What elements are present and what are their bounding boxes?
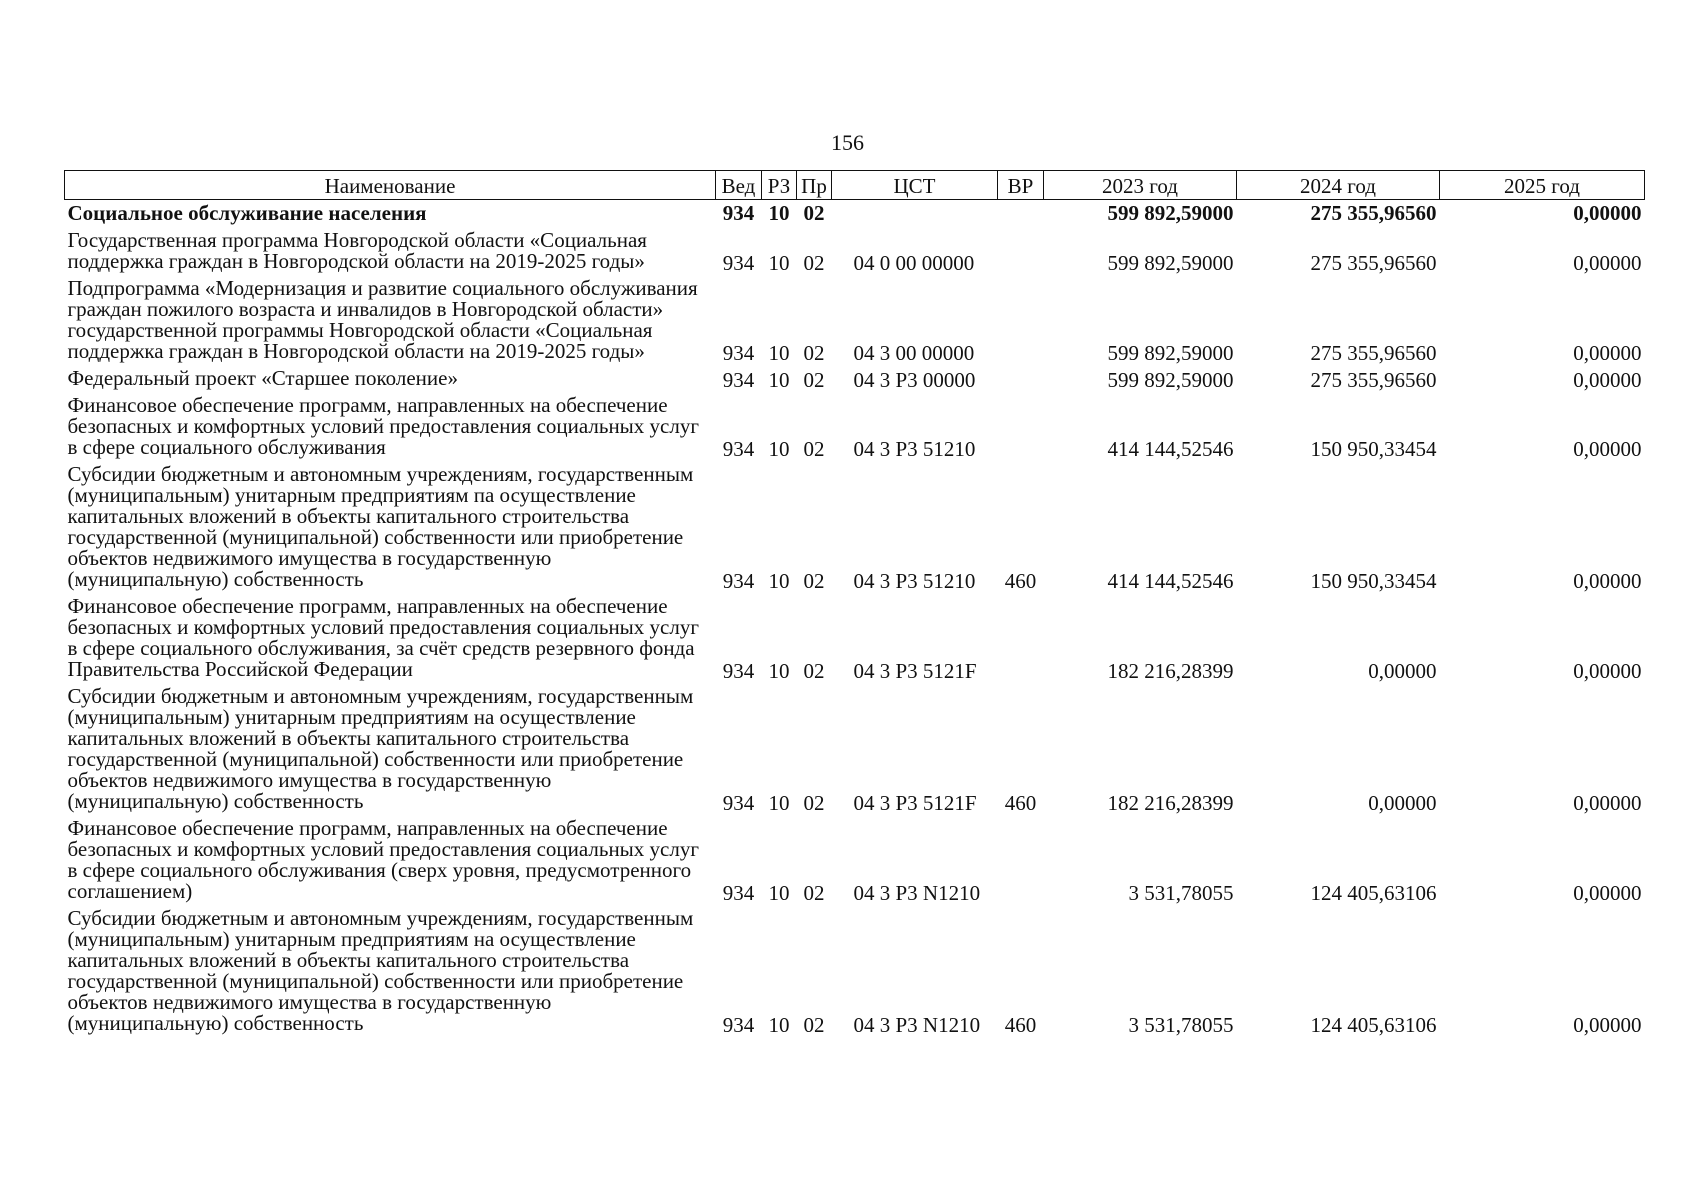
row-2025: 0,00000: [1573, 341, 1642, 365]
row-vr: [998, 391, 1044, 460]
row-pr: 02: [803, 201, 825, 225]
row-2025: 0,00000: [1573, 251, 1642, 275]
row-2023: 599 892,59000: [1107, 201, 1234, 225]
header-rz: РЗ: [762, 171, 797, 200]
row-vr: [998, 200, 1044, 227]
row-rz: 10: [768, 569, 790, 593]
row-2024: 0,00000: [1368, 791, 1437, 815]
row-ved: 934: [722, 251, 755, 275]
row-2023: 599 892,59000: [1107, 341, 1234, 365]
row-2025: 0,00000: [1573, 368, 1642, 392]
row-ved: 934: [722, 201, 755, 225]
row-name: Социальное обслуживание населения: [67, 201, 427, 225]
row-2025: 0,00000: [1573, 791, 1642, 815]
row-ved: 934: [722, 659, 755, 683]
table-row: [65, 364, 1645, 391]
row-vr: [998, 226, 1044, 274]
row-2024: 275 355,96560: [1310, 341, 1437, 365]
row-cst: 04 3 P3 00000: [853, 368, 976, 392]
row-pr: 02: [803, 1013, 825, 1037]
header-2025: 2025 год: [1440, 171, 1645, 200]
row-vr: [998, 814, 1044, 904]
row-vr: 460: [1004, 569, 1037, 593]
row-2025: 0,00000: [1573, 659, 1642, 683]
row-name: Финансовое обеспечение программ, направленных на обеспечение безопасных и комфортных условий предоставления социальных услуг в сфере социального обслуживания: [67, 393, 699, 459]
row-ved: 934: [722, 341, 755, 365]
row-ved: 934: [722, 791, 755, 815]
row-ved: 934: [722, 1013, 755, 1037]
row-2023: 599 892,59000: [1107, 368, 1234, 392]
row-pr: 02: [803, 569, 825, 593]
row-name: Подпрограмма «Модернизация и развитие социального обслуживания граждан пожилого возраста и инвалидов в Новгородской области» государственной программы Новгородской области «Социальная поддержка граждан в Новгородской области на 2019-2025 годы»: [67, 276, 698, 363]
row-cst: 04 3 P3 5121F: [853, 791, 977, 815]
row-cst: 04 3 P3 51210: [853, 569, 976, 593]
row-vr: 460: [1004, 791, 1037, 815]
row-2025: 0,00000: [1573, 881, 1642, 905]
row-2023: 414 144,52546: [1107, 569, 1234, 593]
row-pr: 02: [803, 368, 825, 392]
row-ved: 934: [722, 569, 755, 593]
row-2025: 0,00000: [1573, 1013, 1642, 1037]
row-cst: [832, 200, 998, 227]
row-2023: 3 531,78055: [1128, 1013, 1234, 1037]
row-pr: 02: [803, 791, 825, 815]
row-vr: 460: [1004, 1013, 1037, 1037]
row-pr: 02: [803, 881, 825, 905]
row-ved: 934: [722, 881, 755, 905]
row-2023: 182 216,28399: [1107, 791, 1234, 815]
header-ved: Вед: [716, 171, 762, 200]
header-vr: ВР: [998, 171, 1044, 200]
header-cst: ЦСТ: [832, 171, 998, 200]
table-row: [65, 814, 1645, 904]
row-2024: 275 355,96560: [1310, 368, 1437, 392]
row-name: Федеральный проект «Старшее поколение»: [67, 366, 458, 390]
table-row: [65, 274, 1645, 364]
row-rz: 10: [768, 368, 790, 392]
row-rz: 10: [768, 1013, 790, 1037]
row-cst: 04 3 P3 N1210: [853, 881, 981, 905]
row-2024: 150 950,33454: [1310, 437, 1437, 461]
row-name: Государственная программа Новгородской области «Социальная поддержка граждан в Новгородской области на 2019-2025 годы»: [67, 228, 647, 273]
row-rz: 10: [768, 201, 790, 225]
row-2024: 275 355,96560: [1310, 201, 1437, 225]
row-2023: 599 892,59000: [1107, 251, 1234, 275]
budget-table: [64, 170, 1645, 1036]
row-2024: 0,00000: [1368, 659, 1437, 683]
table-row: [65, 682, 1645, 814]
row-cst: 04 3 P3 5121F: [853, 659, 977, 683]
page-number: 156: [831, 130, 864, 155]
row-2025: 0,00000: [1573, 201, 1642, 225]
row-2024: 275 355,96560: [1310, 251, 1437, 275]
row-2023: 182 216,28399: [1107, 659, 1234, 683]
row-rz: 10: [768, 791, 790, 815]
row-cst: 04 3 P3 51210: [853, 437, 976, 461]
table-row: [65, 592, 1645, 682]
row-name: Субсидии бюджетным и автономным учреждениям, государственным (муниципальным) унитарным предприятиям на осуществление капитальных вложений в объекты капитального строительства государственной (муниципальной) собственности или приобретение объектов недвижимого имущества в государственную (муниципальную) собственность: [67, 684, 694, 813]
row-vr: [998, 274, 1044, 364]
row-name: Субсидии бюджетным и автономным учреждениям, государственным (муниципальным) унитарным предприятиям па осуществление капитальных вложений в объекты капитального строительства государственной (муниципальной) собственности или приобретение объектов недвижимого имущества в государственную (муниципальную) собственность: [67, 462, 694, 591]
row-name: Финансовое обеспечение программ, направленных на обеспечение безопасных и комфортных условий предоставления социальных услуг в сфере социального обслуживания (сверх уровня, предусмотренного соглашением): [67, 816, 699, 903]
row-rz: 10: [768, 251, 790, 275]
row-vr: [998, 364, 1044, 391]
row-2025: 0,00000: [1573, 437, 1642, 461]
table-row: [65, 200, 1645, 227]
row-cst: 04 3 00 00000: [853, 341, 975, 365]
row-2024: 124 405,63106: [1310, 1013, 1437, 1037]
row-pr: 02: [803, 659, 825, 683]
row-name: Финансовое обеспечение программ, направленных на обеспечение безопасных и комфортных условий предоставления социальных услуг в сфере социального обслуживания, за счёт средств резервного фонда Правительства Российской Федерации: [67, 594, 699, 681]
header-pr: Пр: [797, 171, 832, 200]
row-ved: 934: [722, 368, 755, 392]
header-2024: 2024 год: [1237, 171, 1440, 200]
row-2023: 3 531,78055: [1128, 881, 1234, 905]
table-row: [65, 460, 1645, 592]
row-rz: 10: [768, 341, 790, 365]
row-vr: [998, 592, 1044, 682]
row-pr: 02: [803, 341, 825, 365]
table-row: [65, 391, 1645, 460]
row-name: Субсидии бюджетным и автономным учреждениям, государственным (муниципальным) унитарным предприятиям на осуществление капитальных вложений в объекты капитального строительства государственной (муниципальной) собственности или приобретение объектов недвижимого имущества в государственную (муниципальную) собственность: [67, 906, 694, 1035]
row-2023: 414 144,52546: [1107, 437, 1234, 461]
row-pr: 02: [803, 437, 825, 461]
table-row: [65, 226, 1645, 274]
row-2024: 124 405,63106: [1310, 881, 1437, 905]
header-name: Наименование: [65, 171, 716, 200]
row-pr: 02: [803, 251, 825, 275]
table-row: [65, 904, 1645, 1036]
row-cst: 04 0 00 00000: [853, 251, 975, 275]
row-rz: 10: [768, 659, 790, 683]
table-header-row: [65, 171, 1645, 200]
row-rz: 10: [768, 437, 790, 461]
row-cst: 04 3 P3 N1210: [853, 1013, 981, 1037]
row-2025: 0,00000: [1573, 569, 1642, 593]
header-2023: 2023 год: [1044, 171, 1237, 200]
row-2024: 150 950,33454: [1310, 569, 1437, 593]
row-rz: 10: [768, 881, 790, 905]
row-ved: 934: [722, 437, 755, 461]
